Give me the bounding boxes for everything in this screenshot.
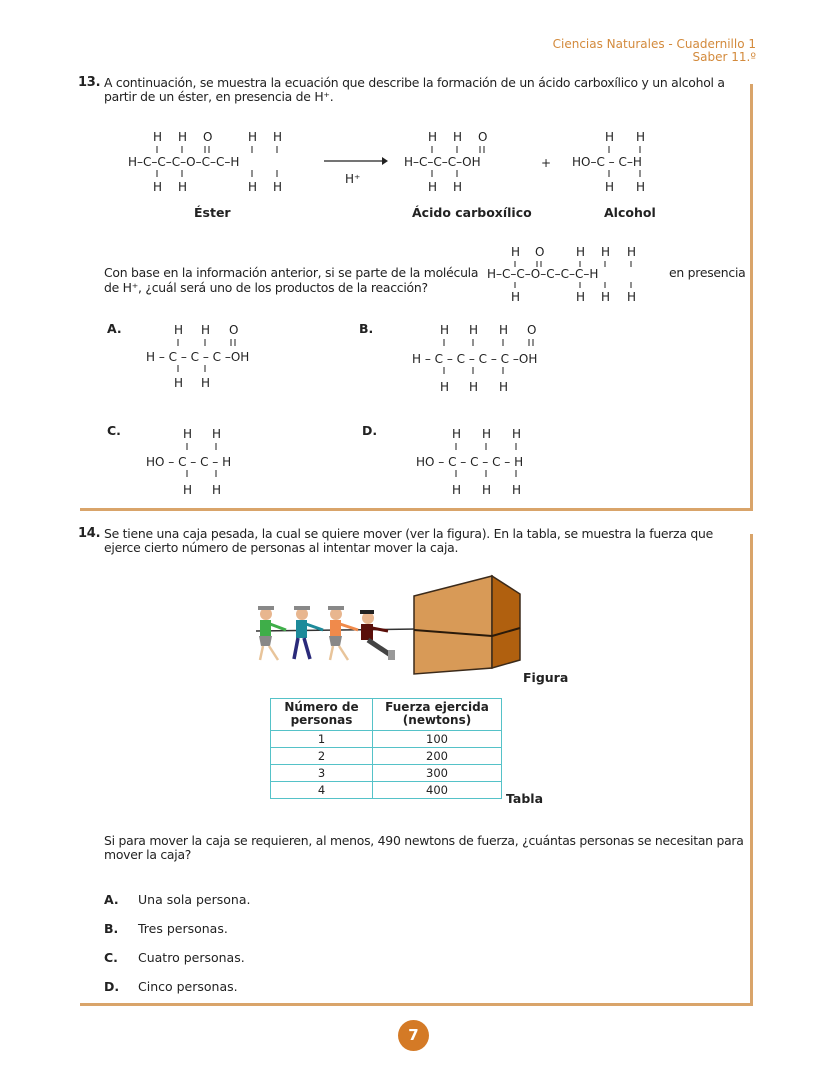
table-header-row (271, 699, 502, 731)
svg-text:O: O (203, 130, 213, 144)
q14-intro (78, 527, 753, 555)
acid-formula-icon (404, 128, 534, 198)
svg-text:H: H (601, 290, 611, 304)
q14-frame-right (750, 534, 753, 1006)
svg-text:H: H (605, 130, 615, 144)
svg-text:H: H (469, 380, 479, 394)
svg-text:H: H (453, 180, 463, 194)
svg-text:H: H (428, 130, 438, 144)
q14-number: 14. (78, 526, 101, 541)
caption-acid: Ácido carboxílico (412, 205, 532, 220)
table-row: 2 200 (271, 748, 502, 765)
svg-text:H: H (178, 130, 188, 144)
q13-intro-text: A continuación, se muestra la ecuación que describe la formación de un ácido carboxílico y un alcohol a partir de un éster, en presencia de H⁺. (104, 75, 725, 104)
svg-text:O: O (478, 130, 488, 144)
svg-text:H: H (153, 180, 163, 194)
q13-option-c-label[interactable]: C. (107, 423, 121, 438)
q13-prompt-line2: de H⁺, ¿cuál será uno de los productos de la reacción? (104, 280, 428, 295)
svg-text:H: H (499, 323, 509, 337)
svg-text:O: O (535, 245, 545, 259)
svg-text:H: H (212, 427, 222, 441)
svg-text:HO – C – C – H: HO – C – C – H (146, 455, 232, 469)
svg-text:H: H (440, 380, 450, 394)
svg-text:H: H (153, 130, 163, 144)
svg-text:H: H (178, 180, 188, 194)
q14-answer-b[interactable]: B. Tres personas. (104, 921, 228, 936)
q13-number: 13. (78, 75, 101, 90)
q13-prompt-tail: en presencia (669, 265, 746, 280)
catalyst-label: H⁺ (345, 172, 361, 186)
svg-text:H: H (183, 483, 193, 497)
option-a-formula-icon (146, 321, 286, 391)
svg-text:H – C – C – C –OH: H – C – C – C –OH (146, 350, 250, 364)
q13-option-c-structure[interactable] (146, 425, 266, 503)
given-molecule (487, 243, 667, 312)
svg-text:H: H (273, 180, 283, 194)
col-header-people: Número de personas (271, 699, 373, 731)
svg-text:H: H (605, 180, 615, 194)
alcohol-structure (572, 128, 682, 201)
alcohol-formula-icon (572, 128, 682, 198)
svg-text:H: H (512, 483, 522, 497)
svg-text:H: H (576, 290, 586, 304)
table-row: 1 100 (271, 731, 502, 748)
q13-option-a-label[interactable]: A. (107, 321, 122, 336)
header-level: Saber 11.º (692, 50, 756, 64)
reaction-arrow (324, 155, 388, 170)
svg-text:H: H (273, 130, 283, 144)
q14-intro-text: Se tiene una caja pesada, la cual se quiere mover (ver la figura). En la tabla, se muestra la fuerza que ejerce cierto número de personas al intentar mover la caja. (104, 526, 714, 555)
svg-text:H–C–C–C–O–C–C–H: H–C–C–C–O–C–C–H (128, 155, 240, 169)
figure-people-pulling-box (248, 574, 528, 690)
force-table-wrap (270, 698, 502, 799)
svg-text:H – C – C – C – C –OH: H – C – C – C – C –OH (412, 352, 538, 366)
q13-option-d-structure[interactable] (416, 425, 566, 503)
q14-answer-c[interactable]: C. Cuatro personas. (104, 950, 245, 965)
svg-text:H: H (482, 483, 492, 497)
plus-sign: + (541, 156, 552, 170)
svg-text:H: H (248, 130, 258, 144)
svg-text:H: H (469, 323, 479, 337)
svg-text:H: H (201, 376, 211, 390)
q13-option-b-label[interactable]: B. (359, 321, 374, 336)
svg-text:H: H (428, 180, 438, 194)
q13-frame-right (750, 84, 753, 511)
svg-text:H: H (627, 245, 637, 259)
figure-label: Figura (523, 670, 569, 685)
svg-text:H: H (440, 323, 450, 337)
svg-text:H: H (636, 180, 646, 194)
svg-text:H: H (452, 427, 462, 441)
option-d-formula-icon (416, 425, 566, 500)
svg-text:HO – C – C – C – H: HO – C – C – C – H (416, 455, 524, 469)
ester-structure (128, 128, 318, 201)
q14-answer-a[interactable]: A. Una sola persona. (104, 892, 251, 907)
svg-text:O: O (527, 323, 537, 337)
q13-option-d-label[interactable]: D. (362, 423, 378, 438)
svg-text:H: H (512, 427, 522, 441)
people-pulling-box-illustration-icon (248, 574, 528, 686)
svg-text:H: H (627, 290, 637, 304)
table-label: Tabla (506, 791, 544, 806)
svg-text:H: H (453, 130, 463, 144)
option-b-formula-icon (412, 321, 582, 396)
svg-text:H: H (482, 427, 492, 441)
header-subject: Ciencias Naturales - Cuadernillo 1 (552, 37, 756, 51)
svg-text:O: O (229, 323, 239, 337)
svg-text:H: H (636, 130, 646, 144)
svg-text:H: H (248, 180, 258, 194)
page-header (553, 38, 756, 64)
force-table (270, 698, 502, 799)
svg-text:H: H (576, 245, 586, 259)
svg-text:H–C–C–C–OH: H–C–C–C–OH (404, 155, 481, 169)
acid-structure (404, 128, 534, 201)
q14-frame-bottom (80, 1003, 753, 1006)
svg-text:H: H (601, 245, 611, 259)
svg-text:H: H (511, 290, 521, 304)
given-molecule-formula-icon (487, 243, 667, 309)
svg-text:H: H (212, 483, 222, 497)
q13-option-b-structure[interactable] (412, 321, 582, 399)
q13-frame-bottom (80, 508, 753, 511)
svg-text:H: H (174, 376, 184, 390)
option-c-formula-icon (146, 425, 266, 500)
svg-text:H: H (511, 245, 521, 259)
caption-ester: Éster (194, 205, 231, 220)
ester-formula-icon (128, 128, 318, 198)
svg-text:H: H (174, 323, 184, 337)
caption-alcohol: Alcohol (604, 205, 656, 220)
col-header-force: Fuerza ejercida (newtons) (373, 699, 502, 731)
q14-answer-d[interactable]: D. Cinco personas. (104, 979, 238, 994)
q14-question: Si para mover la caja se requieren, al menos, 490 newtons de fuerza, ¿cuántas personas se necesitan para mover la caja? (104, 833, 744, 862)
q13-prompt-line1: Con base en la información anterior, si se parte de la molécula (104, 265, 479, 280)
svg-text:HO–C – C–H: HO–C – C–H (572, 155, 642, 169)
q13-intro (78, 76, 753, 104)
page-number-badge: 7 (398, 1020, 429, 1051)
table-row: 4 400 (271, 782, 502, 799)
svg-text:H: H (201, 323, 211, 337)
svg-text:H–C–C–O–C–C–C–H: H–C–C–O–C–C–C–H (487, 267, 599, 281)
table-row: 3 300 (271, 765, 502, 782)
svg-text:H: H (183, 427, 193, 441)
q13-option-a-structure[interactable] (146, 321, 286, 394)
svg-text:H: H (499, 380, 509, 394)
svg-text:H: H (452, 483, 462, 497)
